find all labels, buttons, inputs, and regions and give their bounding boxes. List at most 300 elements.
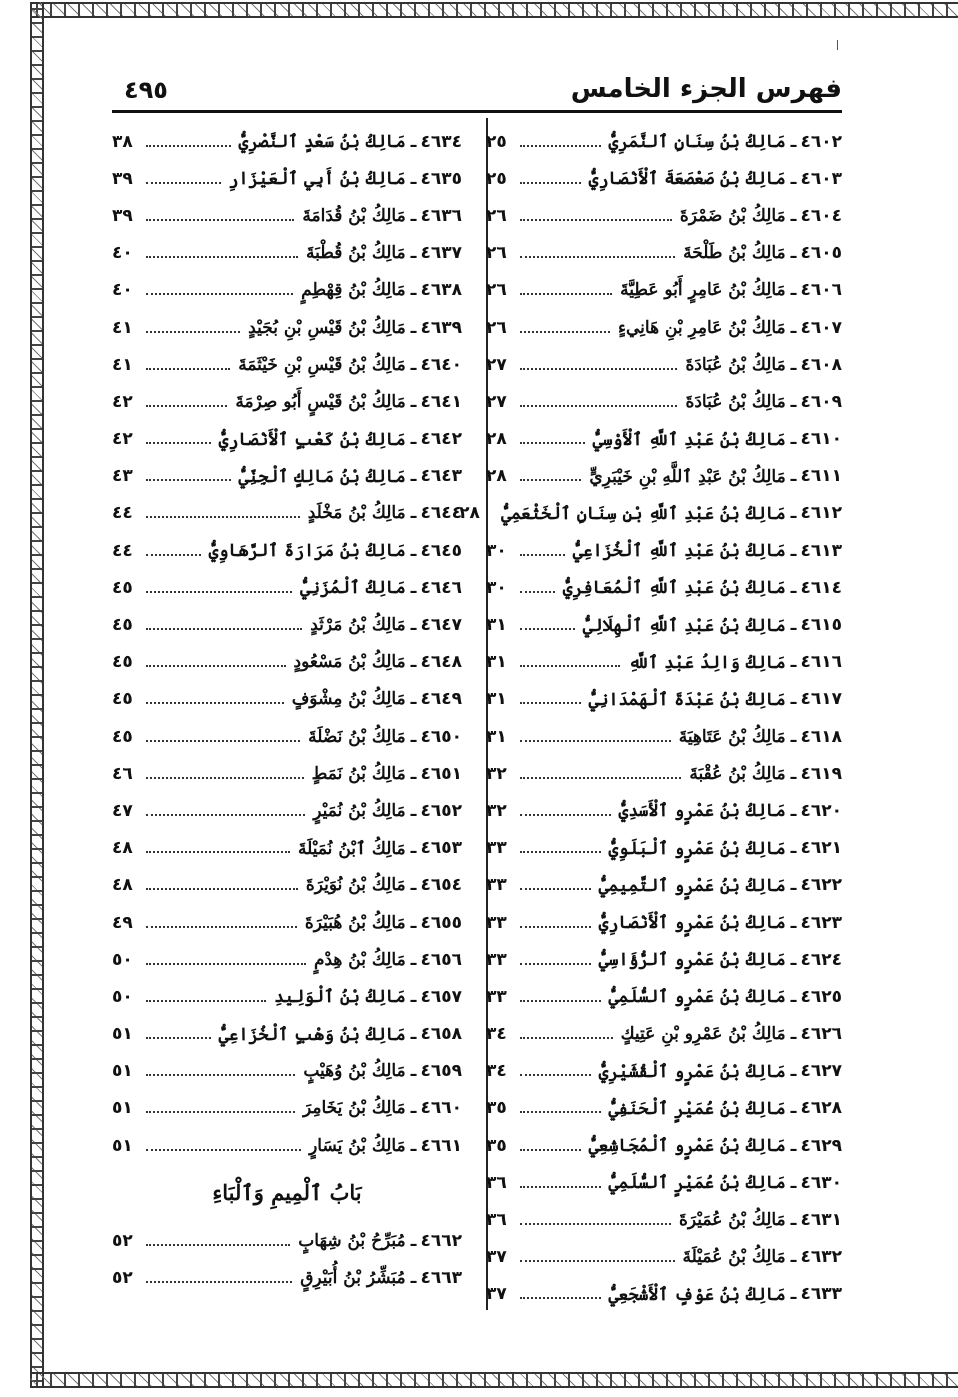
entry-page: ٣٣ <box>486 838 507 859</box>
index-entry <box>112 421 462 458</box>
leader-dots <box>520 145 601 147</box>
entry-separator: ـ <box>790 1098 797 1119</box>
entry-number: ٤٦٠٣ <box>800 168 842 189</box>
leader-dots <box>520 554 565 556</box>
index-entry <box>112 160 462 197</box>
entry-number: ٤٦٤٤ <box>420 503 462 524</box>
index-entry <box>486 941 842 978</box>
leader-dots <box>520 1260 675 1262</box>
leader-dots <box>146 926 297 928</box>
entry-page: ٢٨ <box>486 429 507 450</box>
entry-separator: ـ <box>790 763 797 784</box>
entry-page: ٢٨ <box>459 503 480 524</box>
entry-separator: ـ <box>790 800 797 821</box>
entry-separator: ـ <box>790 838 797 859</box>
entry-name: مَالِكُ بْنُ عَبْدِ ٱللَّهِ ٱلْمُعَافِرِيُّ <box>562 578 786 599</box>
entry-page: ٣٧ <box>486 1247 507 1268</box>
entry-number: ٤٦٣٩ <box>420 317 462 338</box>
entry-separator: ـ <box>790 540 797 561</box>
page-number: ٤٩٥ <box>124 76 168 104</box>
entry-page: ٤٥ <box>112 726 133 747</box>
index-entry <box>112 495 462 532</box>
entry-number: ٤٦١٨ <box>800 726 842 747</box>
entry-separator: ـ <box>790 577 797 598</box>
entry-separator: ـ <box>410 429 417 450</box>
entry-number: ٤٦٣١ <box>800 1210 842 1231</box>
entry-separator: ـ <box>410 205 417 226</box>
entry-page: ٤٢ <box>112 391 133 412</box>
entry-separator: ـ <box>410 168 417 189</box>
entry-page: ٤٧ <box>112 800 133 821</box>
leader-dots <box>146 888 298 890</box>
leader-dots <box>146 1281 292 1283</box>
entry-number: ٤٦٣٨ <box>420 280 462 301</box>
entry-separator: ـ <box>410 949 417 970</box>
entry-separator: ـ <box>410 280 417 301</box>
entry-page: ٤٥ <box>112 577 133 598</box>
entry-separator: ـ <box>790 1247 797 1268</box>
entry-number: ٤٦٢٤ <box>800 949 842 970</box>
leader-dots <box>146 1037 211 1039</box>
leader-dots <box>520 219 672 221</box>
entry-number: ٤٦٥٧ <box>420 986 462 1007</box>
entry-separator: ـ <box>790 280 797 301</box>
entry-number: ٤٦٢٠ <box>800 800 842 821</box>
leader-dots <box>520 1186 601 1188</box>
entry-number: ٤٦٣٣ <box>800 1284 842 1305</box>
entry-separator: ـ <box>790 615 797 636</box>
entry-separator: ـ <box>410 689 417 710</box>
entry-separator: ـ <box>410 1135 417 1156</box>
ornamental-border-left <box>30 2 44 1388</box>
entry-page: ٢٥ <box>486 131 507 152</box>
entry-number: ٤٦٦٣ <box>420 1268 462 1289</box>
entry-name: مَالِكُ بْنُ عَبْدِ ٱللَّهِ بْنِ سِنَانٍ ٱلْخَثْعَمِيُّ <box>501 503 786 524</box>
index-entry <box>112 458 462 495</box>
index-column-left <box>112 123 462 1297</box>
leader-dots <box>146 479 231 481</box>
entry-number: ٤٦١٤ <box>800 577 842 598</box>
leader-dots <box>146 219 294 221</box>
entry-name: مَالِكُ بْنُ مَرَارَةَ ٱلرَّهَاوِيُّ <box>208 541 406 562</box>
entry-page: ٤٨ <box>112 838 133 859</box>
entry-number: ٤٦٥٩ <box>420 1061 462 1082</box>
entry-name: مَالِكُ بْنُ نَضْلَةَ <box>308 726 406 747</box>
entry-separator: ـ <box>790 391 797 412</box>
index-entry <box>112 309 462 346</box>
entry-name: مَالِكُ بْنُ عَمْرٍو ٱلْأَسَدِيُّ <box>618 801 786 822</box>
entry-name: مَالِكُ بْنُ عَمْرٍو ٱلسُّلَمِيُّ <box>608 987 786 1008</box>
entry-number: ٤٦٤٧ <box>420 615 462 636</box>
entry-number: ٤٦١٢ <box>800 503 842 524</box>
entry-number: ٤٦٥٦ <box>420 949 462 970</box>
leader-dots <box>146 145 231 147</box>
leader-dots <box>146 702 284 704</box>
leader-dots <box>520 888 591 890</box>
index-entry <box>486 532 842 569</box>
leader-dots <box>520 851 601 853</box>
entry-page: ٤٥ <box>112 652 133 673</box>
entry-name: مَالِكُ بْنُ أَبِي ٱلْعَيْزَارِ <box>228 169 406 190</box>
leader-dots <box>146 1111 295 1113</box>
entry-separator: ـ <box>410 317 417 338</box>
page-header <box>112 70 842 113</box>
leader-dots <box>146 256 298 258</box>
entry-page: ٢٦ <box>486 280 507 301</box>
leader-dots <box>146 293 293 295</box>
entry-page: ٤١ <box>112 317 133 338</box>
leader-dots <box>520 1297 601 1299</box>
leader-dots <box>520 963 591 965</box>
entry-page: ٢٧ <box>486 354 507 375</box>
index-entry <box>112 346 462 383</box>
entry-name: مَالِكُ بْنُ عُمَيْرَةَ <box>678 1210 786 1231</box>
leader-dots <box>520 368 677 370</box>
entry-number: ٤٦١٦ <box>800 652 842 673</box>
leader-dots <box>520 591 555 593</box>
index-entry <box>486 1164 842 1201</box>
entry-name: مَالِكُ ٱبْنُ نُمَيْلَةَ <box>297 838 406 859</box>
entry-name: مَالِكُ بْنُ عَمْرٍو ٱلْأَنْصَارِيُّ <box>598 913 786 934</box>
leader-dots <box>520 182 581 184</box>
page-title: فهرس الجزء الخامس <box>570 74 842 104</box>
entry-page: ٥١ <box>112 1061 133 1082</box>
index-entry <box>112 904 462 941</box>
entry-name: مَالِكُ بْنُ عَبْدِ ٱللَّهِ ٱلْهِلَالِيُّ <box>582 615 786 636</box>
entry-name: مُبَرِّحُ بْنُ شِهَابٍ <box>298 1230 406 1251</box>
section-heading: بَابُ ٱلْمِيمِ وَٱلْبَاءِ <box>212 1180 362 1206</box>
leader-dots <box>520 665 620 667</box>
entry-number: ٤٦٤٩ <box>420 689 462 710</box>
entry-separator: ـ <box>410 1230 417 1251</box>
entry-name: مَالِكُ بْنُ وُهَيْبٍ <box>303 1061 406 1082</box>
entry-separator: ـ <box>790 1172 797 1193</box>
ornamental-border-top <box>30 2 958 18</box>
leader-dots <box>146 740 300 742</box>
entry-name: مَالِكُ بْنُ كَعْبٍ ٱلْأَنْصَارِيُّ <box>218 429 406 450</box>
leader-dots <box>520 479 581 481</box>
entry-number: ٤٦٣٥ <box>420 168 462 189</box>
entry-separator: ـ <box>410 1268 417 1289</box>
leader-dots <box>146 814 305 816</box>
entry-name: مَالِكُ بْنُ مَخْلَدٍ <box>307 503 406 524</box>
entry-name: مَالِكُ بْنُ عَبْدَةَ ٱلْهَمْدَانِيُّ <box>588 689 786 710</box>
entry-name: مَالِكُ بْنُ قُدَامَةَ <box>302 205 406 226</box>
entry-name: مَالِكُ بْنُ هِدْمٍ <box>313 949 406 970</box>
index-entry <box>486 160 842 197</box>
entry-page: ٤٤ <box>112 503 133 524</box>
index-entry <box>486 792 842 829</box>
index-entry <box>486 830 842 867</box>
leader-dots <box>146 1149 301 1151</box>
entry-name: مَالِكُ بْنُ قَيْسٍ أَبُو صِرْمَةَ <box>235 391 406 412</box>
leader-dots <box>146 1000 266 1002</box>
entry-separator: ـ <box>790 466 797 487</box>
entry-page: ٤٥ <box>112 615 133 636</box>
index-entry <box>486 978 842 1015</box>
entry-number: ٤٦٤٥ <box>420 540 462 561</box>
leader-dots <box>520 331 610 333</box>
index-entry <box>459 495 842 532</box>
entry-separator: ـ <box>790 243 797 264</box>
index-entry <box>112 830 462 867</box>
entry-number: ٤٦٥٨ <box>420 1024 462 1045</box>
entry-number: ٤٦٤٣ <box>420 466 462 487</box>
leader-dots <box>520 777 681 779</box>
ornamental-border-bottom <box>30 1372 958 1388</box>
entry-separator: ـ <box>790 205 797 226</box>
leader-dots <box>520 1000 601 1002</box>
entry-name: مَالِكُ بْنُ عَمْرٍو ٱلْمُجَاشِعِيُّ <box>588 1136 786 1157</box>
entry-number: ٤٦٠٨ <box>800 354 842 375</box>
entry-separator: ـ <box>410 763 417 784</box>
leader-dots <box>146 368 230 370</box>
leader-dots <box>520 442 585 444</box>
index-entry <box>486 904 842 941</box>
entry-number: ٤٦٠٧ <box>800 317 842 338</box>
index-entry <box>112 681 462 718</box>
index-entry <box>112 755 462 792</box>
leader-dots <box>146 442 211 444</box>
index-entry <box>112 569 462 606</box>
leader-dots <box>146 1074 295 1076</box>
entry-name: مَالِكُ بْنُ قُطْبَةَ <box>306 243 406 264</box>
entry-number: ٤٦٠٥ <box>800 243 842 264</box>
index-entry <box>112 235 462 272</box>
entry-name: مَالِكُ بْنُ عَمْرٍو ٱلْقُشَيْرِيُّ <box>598 1061 786 1082</box>
entry-separator: ـ <box>410 652 417 673</box>
entry-page: ٥٠ <box>112 949 133 970</box>
entry-page: ٤٠ <box>112 280 133 301</box>
entry-number: ٤٦٣٦ <box>420 205 462 226</box>
entry-separator: ـ <box>790 503 797 524</box>
entry-name: مَالِكُ بْنُ عُمَيْرٍ ٱلْحَنَفِيُّ <box>608 1098 786 1119</box>
entry-number: ٤٦٦٢ <box>420 1230 462 1251</box>
index-entry <box>486 458 842 495</box>
entry-separator: ـ <box>790 875 797 896</box>
entry-name: مَالِكُ بْنُ عَمْرٍو ٱلتَّمِيمِيُّ <box>598 875 786 896</box>
entry-number: ٤٦٢٨ <box>800 1098 842 1119</box>
entry-name: مَالِكُ بْنُ هُبَيْرَةَ <box>304 912 406 933</box>
entry-page: ٣٤ <box>486 1024 507 1045</box>
entry-page: ٥١ <box>112 1024 133 1045</box>
index-entry <box>486 197 842 234</box>
entry-name: مَالِكُ بْنُ عَتَاهِيَةَ <box>678 726 786 747</box>
entry-page: ٤٥ <box>112 689 133 710</box>
entry-name: مَالِكُ وَالِدُ عَبْدِ ٱللَّهِ <box>628 652 786 673</box>
entry-page: ٣٣ <box>486 912 507 933</box>
index-entry <box>486 569 842 606</box>
leader-dots <box>146 182 221 184</box>
entry-name: مَالِكُ بْنُ نُمَيْرٍ <box>313 800 406 821</box>
leader-dots <box>146 963 306 965</box>
index-entry <box>486 867 842 904</box>
entry-separator: ـ <box>410 838 417 859</box>
entry-page: ٣٧ <box>486 1284 507 1305</box>
index-entry <box>486 421 842 458</box>
entry-page: ٢٦ <box>486 317 507 338</box>
leader-dots <box>520 1149 581 1151</box>
entry-page: ٣٩ <box>112 205 133 226</box>
entry-number: ٤٦٠٩ <box>800 391 842 412</box>
entry-separator: ـ <box>410 1024 417 1045</box>
entry-page: ٣٥ <box>486 1098 507 1119</box>
leader-dots <box>520 926 591 928</box>
entry-name: مَالِكُ بْنُ سِنَانٍ ٱلنَّمَرِيُّ <box>608 132 786 153</box>
entry-name: مَالِكُ بْنُ عُمَيْرٍ ٱلسُّلَمِيُّ <box>608 1173 786 1194</box>
index-entry <box>112 606 462 643</box>
leader-dots <box>520 702 581 704</box>
entry-name: مَالِكُ بْنُ ضَمْرَةَ <box>679 205 786 226</box>
entry-name: مَالِكُ بْنُ قِهْطِمٍ <box>301 280 406 301</box>
index-entry <box>112 978 462 1015</box>
entry-separator: ـ <box>790 1024 797 1045</box>
entry-page: ٣٢ <box>486 800 507 821</box>
entry-separator: ـ <box>410 466 417 487</box>
entry-number: ٤٦٣٢ <box>800 1247 842 1268</box>
entry-page: ٣٦ <box>486 1172 507 1193</box>
entry-number: ٤٦٤٨ <box>420 652 462 673</box>
entry-name: مَالِكُ بْنُ عَمْرٍو ٱلْبَلَوِيُّ <box>608 838 786 859</box>
entry-page: ٢٨ <box>486 466 507 487</box>
entry-name: مَالِكُ بْنُ يَسَارٍ <box>309 1135 406 1156</box>
leader-dots <box>520 1111 601 1113</box>
entry-name: مَالِكُ بْنُ عَبْدِ ٱللَّهِ ٱلْخُزَاعِيُّ <box>572 541 786 562</box>
index-entry <box>486 383 842 420</box>
entry-page: ٣٢ <box>486 763 507 784</box>
entry-page: ٤٤ <box>112 540 133 561</box>
entry-name: مَالِكُ بْنُ وَهْبٍ ٱلْخُزَاعِيُّ <box>218 1024 406 1045</box>
entry-page: ٣٣ <box>486 949 507 970</box>
entry-separator: ـ <box>790 689 797 710</box>
entry-name: مَالِكُ بْنُ قَيْسِ بْنِ خَيْثَمَةَ <box>238 354 406 375</box>
entry-page: ٣٨ <box>112 131 133 152</box>
entry-number: ٤٦٢٧ <box>800 1061 842 1082</box>
index-entry <box>486 1239 842 1276</box>
entry-separator: ـ <box>410 875 417 896</box>
entry-name: مَالِكُ بْنُ عُمَيْلَةَ <box>682 1247 786 1268</box>
entry-page: ٤٢ <box>112 429 133 450</box>
entry-separator: ـ <box>790 1135 797 1156</box>
entry-number: ٤٦٤٠ <box>420 354 462 375</box>
leader-dots <box>520 405 677 407</box>
entry-name: مَالِكُ بْنُ عَامِرِ بْنِ هَانِيءٍ <box>618 317 786 338</box>
index-entry <box>112 1090 462 1127</box>
entry-name: مَالِكُ بْنُ عُبَادَةَ <box>685 391 786 412</box>
entry-name: مَالِكُ بْنُ صَعْصَعَةَ ٱلْأَنْصَارِيُّ <box>588 169 786 190</box>
index-entry <box>112 123 462 160</box>
leader-dots <box>146 331 240 333</box>
entry-number: ٤٦٤٦ <box>420 577 462 598</box>
entry-name: مَالِكُ بْنُ عَمْرِو بْنِ عَتِيكٍ <box>620 1024 786 1045</box>
entry-page: ٥١ <box>112 1135 133 1156</box>
entry-name: مَالِكُ بْنُ عَبْدِ ٱللَّهِ ٱلْأَوْسِيُّ <box>592 429 786 450</box>
entry-number: ٤٦١١ <box>800 466 842 487</box>
index-entry <box>112 1222 462 1259</box>
entry-page: ٣١ <box>486 615 507 636</box>
entry-separator: ـ <box>410 503 417 524</box>
entry-page: ٣١ <box>486 652 507 673</box>
entry-page: ٥٢ <box>112 1268 133 1289</box>
entry-page: ٣١ <box>486 689 507 710</box>
entry-name: مَالِكُ بْنُ عَمْرٍو ٱلرُّؤَاسِيُّ <box>598 950 786 971</box>
entry-page: ٤٨ <box>112 875 133 896</box>
scan-mark <box>837 40 838 50</box>
entry-separator: ـ <box>790 1284 797 1305</box>
entry-separator: ـ <box>790 726 797 747</box>
entry-number: ٤٦٥١ <box>420 763 462 784</box>
entry-page: ٣٦ <box>486 1210 507 1231</box>
entry-name: مَالِكُ ٱلْمُزَنِيُّ <box>300 578 406 599</box>
entry-separator: ـ <box>410 243 417 264</box>
leader-dots <box>146 1244 290 1246</box>
index-entry <box>112 644 462 681</box>
entry-number: ٤٦٠٢ <box>800 131 842 152</box>
entry-page: ٤٣ <box>112 466 133 487</box>
entry-name: مَالِكُ بْنُ عَامِرٍ أَبُو عَطِيَّةَ <box>620 280 786 301</box>
leader-dots <box>146 405 227 407</box>
entry-page: ٣٣ <box>486 875 507 896</box>
leader-dots <box>520 740 671 742</box>
entry-separator: ـ <box>410 391 417 412</box>
index-entry <box>486 309 842 346</box>
entry-page: ٢٦ <box>486 205 507 226</box>
entry-number: ٤٦١٩ <box>800 763 842 784</box>
index-entry <box>486 1053 842 1090</box>
entry-number: ٤٦١٧ <box>800 689 842 710</box>
entry-page: ٣٠ <box>486 540 507 561</box>
entry-name: مَالِكُ بْنُ عَبْدِ ٱللَّهِ بْنِ خَيْبَرِيٍّ <box>589 466 786 487</box>
entry-separator: ـ <box>410 1098 417 1119</box>
leader-dots <box>146 628 302 630</box>
entry-number: ٤٦٥٢ <box>420 800 462 821</box>
index-entry <box>112 792 462 829</box>
entry-separator: ـ <box>410 131 417 152</box>
leader-dots <box>520 256 675 258</box>
index-entry <box>112 718 462 755</box>
entry-page: ٤٠ <box>112 243 133 264</box>
entry-separator: ـ <box>410 540 417 561</box>
entry-page: ٢٦ <box>486 243 507 264</box>
entry-separator: ـ <box>410 354 417 375</box>
entry-separator: ـ <box>790 1061 797 1082</box>
leader-dots <box>146 591 292 593</box>
entry-number: ٤٦٥٠ <box>420 726 462 747</box>
entry-page: ٣٤ <box>486 1061 507 1082</box>
index-entry <box>112 532 462 569</box>
index-entry <box>112 383 462 420</box>
entry-number: ٤٦٠٤ <box>800 205 842 226</box>
index-entry <box>486 755 842 792</box>
entry-separator: ـ <box>790 317 797 338</box>
entry-name: مَالِكُ بْنُ عُقْبَةَ <box>689 763 786 784</box>
entry-separator: ـ <box>410 1061 417 1082</box>
entry-page: ٥١ <box>112 1098 133 1119</box>
entry-number: ٤٦٣٧ <box>420 243 462 264</box>
entry-separator: ـ <box>410 800 417 821</box>
entry-page: ٥٠ <box>112 986 133 1007</box>
index-entry <box>486 1090 842 1127</box>
entry-name: مَالِكُ بْنُ نَمَطٍ <box>311 763 406 784</box>
entry-page: ٤٩ <box>112 912 133 933</box>
entry-name: مَالِكُ بْنُ يَخَامِرَ <box>302 1098 406 1119</box>
entry-page: ٣٥ <box>486 1135 507 1156</box>
entry-number: ٤٦٢٢ <box>800 875 842 896</box>
entry-separator: ـ <box>790 131 797 152</box>
leader-dots <box>520 814 611 816</box>
entry-number: ٤٦٢٣ <box>800 912 842 933</box>
entry-name: مَالِكُ بْنُ سَعْدٍ ٱلنَّصْرِيُّ <box>238 132 406 153</box>
